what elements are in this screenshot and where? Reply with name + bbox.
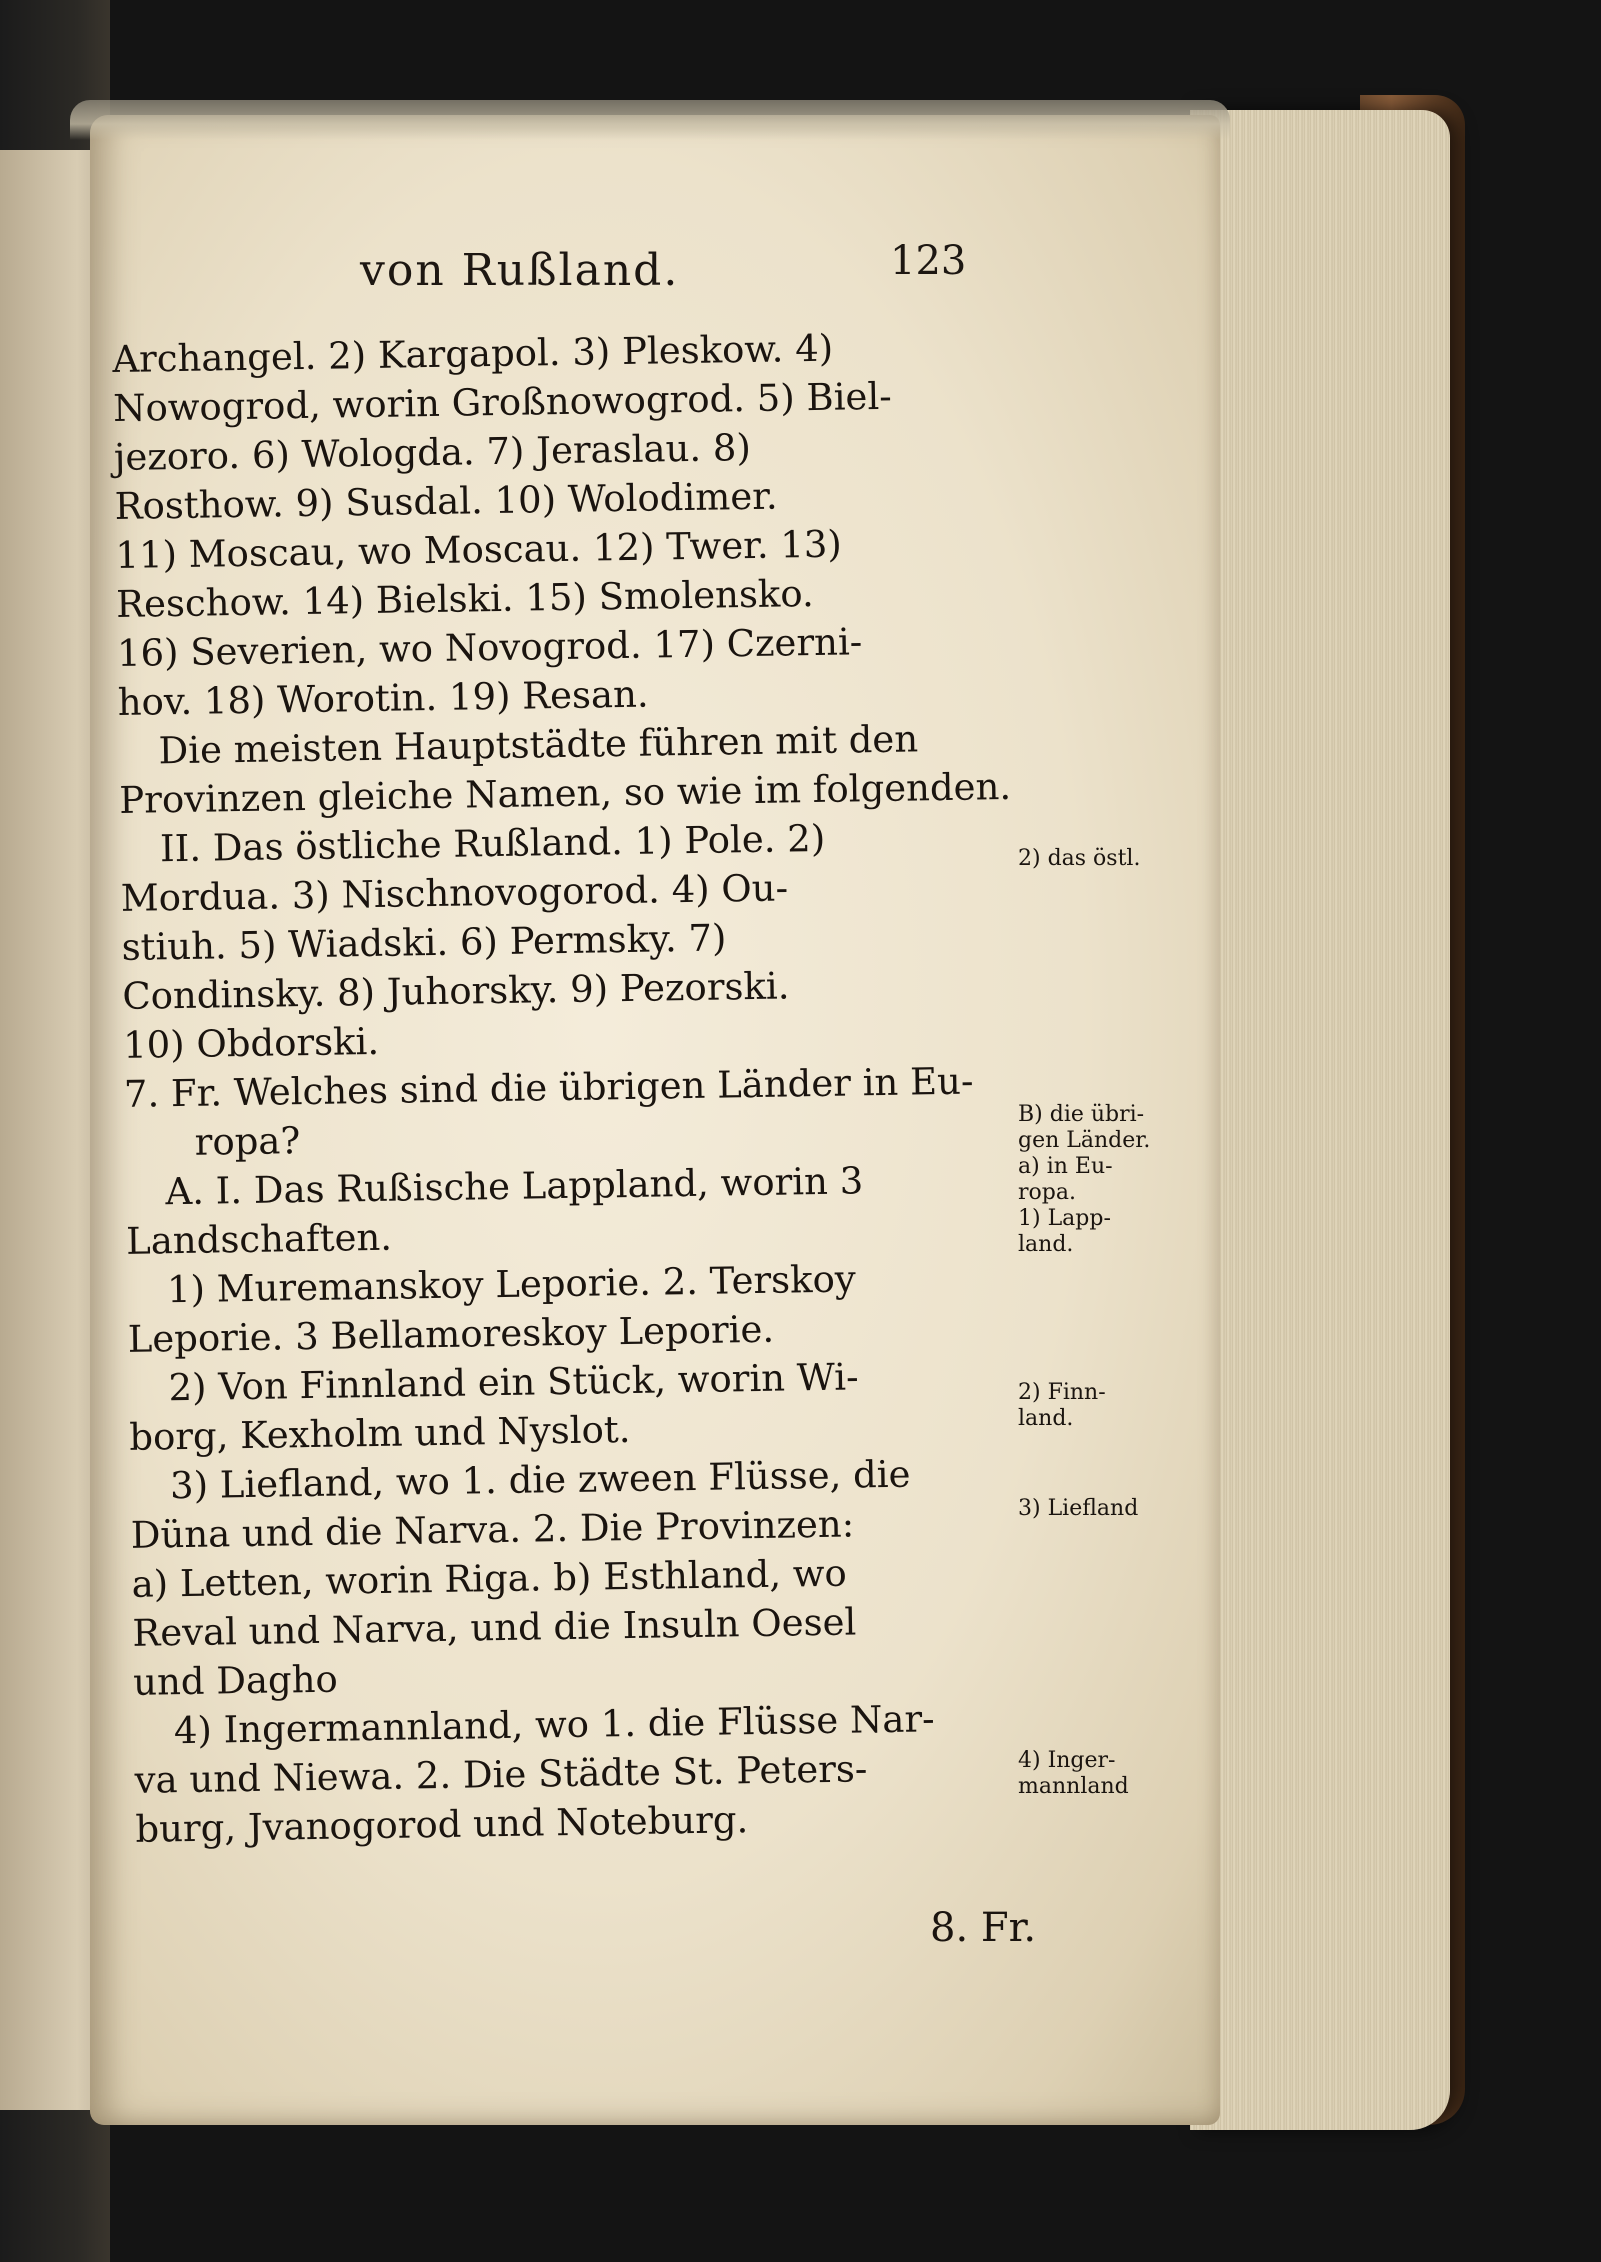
text-line: Nowogrod, worin Großnowogrod. 5) Biel- (112, 374, 893, 430)
text-line: II. Das östliche Rußland. 1) Pole. 2) (159, 816, 826, 871)
text-line: stiuh. 5) Wiadski. 6) Permsky. 7) (121, 916, 727, 969)
catchword: 8. Fr. (930, 1905, 1037, 1951)
text-line: va und Niewa. 2. Die Städte St. Peters- (134, 1747, 868, 1802)
text-line: 11) Moscau, wo Moscau. 12) Twer. 13) (115, 522, 843, 577)
margin-note-line: a) in Eu- (1018, 1154, 1113, 1179)
margin-note-line: B) die übri- (1018, 1102, 1145, 1127)
text-line: Condinsky. 8) Juhorsky. 9) Pezorski. (122, 964, 790, 1018)
margin-note (1018, 1748, 1198, 1800)
text-line: a) Letten, worin Riga. b) Esthland, wo (131, 1551, 848, 1606)
text-line: 4) Ingermannland, wo 1. die Flüsse Nar- (173, 1697, 935, 1753)
text-line: Archangel. 2) Kargapol. 3) Pleskow. 4) (112, 326, 834, 381)
page-number: 123 (890, 238, 967, 284)
text-line: Rosthow. 9) Susdal. 10) Wolodimer. (114, 474, 778, 528)
text-line: und Dagho (132, 1657, 339, 1704)
text-line: 16) Severien, wo Novogrod. 17) Czerni- (116, 620, 863, 675)
margin-note (1018, 1496, 1198, 1522)
page-top-edge (70, 100, 1230, 140)
text-line: Mordua. 3) Nischnovogorod. 4) Ou- (120, 866, 789, 920)
text-line: Provinzen gleiche Namen, so wie im folgenden. (118, 764, 1012, 822)
text-line: 10) Obdorski. (122, 1019, 380, 1067)
running-head: von Rußland. (360, 245, 680, 296)
margin-note (1018, 846, 1198, 872)
margin-note-line: land. (1018, 1406, 1074, 1431)
text-line: Düna und die Narva. 2. Die Provinzen: (130, 1502, 855, 1557)
text-line: borg, Kexholm und Nyslot. (128, 1407, 631, 1459)
text-line: 7. Fr. Welches sind die übrigen Länder in Eu- (123, 1059, 974, 1116)
text-line: 2) Von Finnland ein Stück, worin Wi- (168, 1355, 859, 1410)
margin-note-line: ropa. (1018, 1180, 1076, 1205)
margin-note (1018, 1380, 1198, 1432)
margin-note-line: 3) Liefland (1018, 1496, 1139, 1521)
text-line: A. I. Das Rußische Lappland, worin 3 (165, 1159, 864, 1214)
text-line: Reval und Narva, und die Insuln Oesel (132, 1600, 857, 1655)
text-line: hov. 18) Worotin. 19) Resan. (117, 672, 649, 724)
text-line: Landschaften. (125, 1215, 393, 1263)
text-line: Leporie. 3 Bellamoreskoy Leporie. (127, 1307, 775, 1361)
margin-note-line: 4) Inger- (1018, 1748, 1116, 1773)
text-line: burg, Jvanogorod und Noteburg. (135, 1798, 749, 1851)
margin-note-line: 1) Lapp- (1018, 1206, 1111, 1231)
margin-note-line: land. (1018, 1232, 1074, 1257)
text-line: ropa? (194, 1119, 301, 1164)
text-line: 3) Liefland, wo 1. die zween Flüsse, die (169, 1452, 911, 1508)
text-line: jezoro. 6) Wologda. 7) Jeraslau. 8) (113, 425, 752, 479)
margin-note-line: mannland (1018, 1774, 1129, 1799)
margin-note-line: 2) das östl. (1018, 846, 1141, 871)
page-block-edge (1190, 110, 1450, 2130)
text-line: 1) Muremanskoy Leporie. 2. Terskoy (166, 1257, 857, 1312)
margin-note-line: 2) Finn- (1018, 1380, 1106, 1405)
body-text (112, 321, 1041, 1854)
text-line: Reschow. 14) Bielski. 15) Smolensko. (115, 572, 815, 626)
text-line: Die meisten Hauptstädte führen mit den (158, 717, 919, 773)
margin-note-line: gen Länder. (1018, 1128, 1151, 1153)
margin-note (1018, 1102, 1198, 1258)
